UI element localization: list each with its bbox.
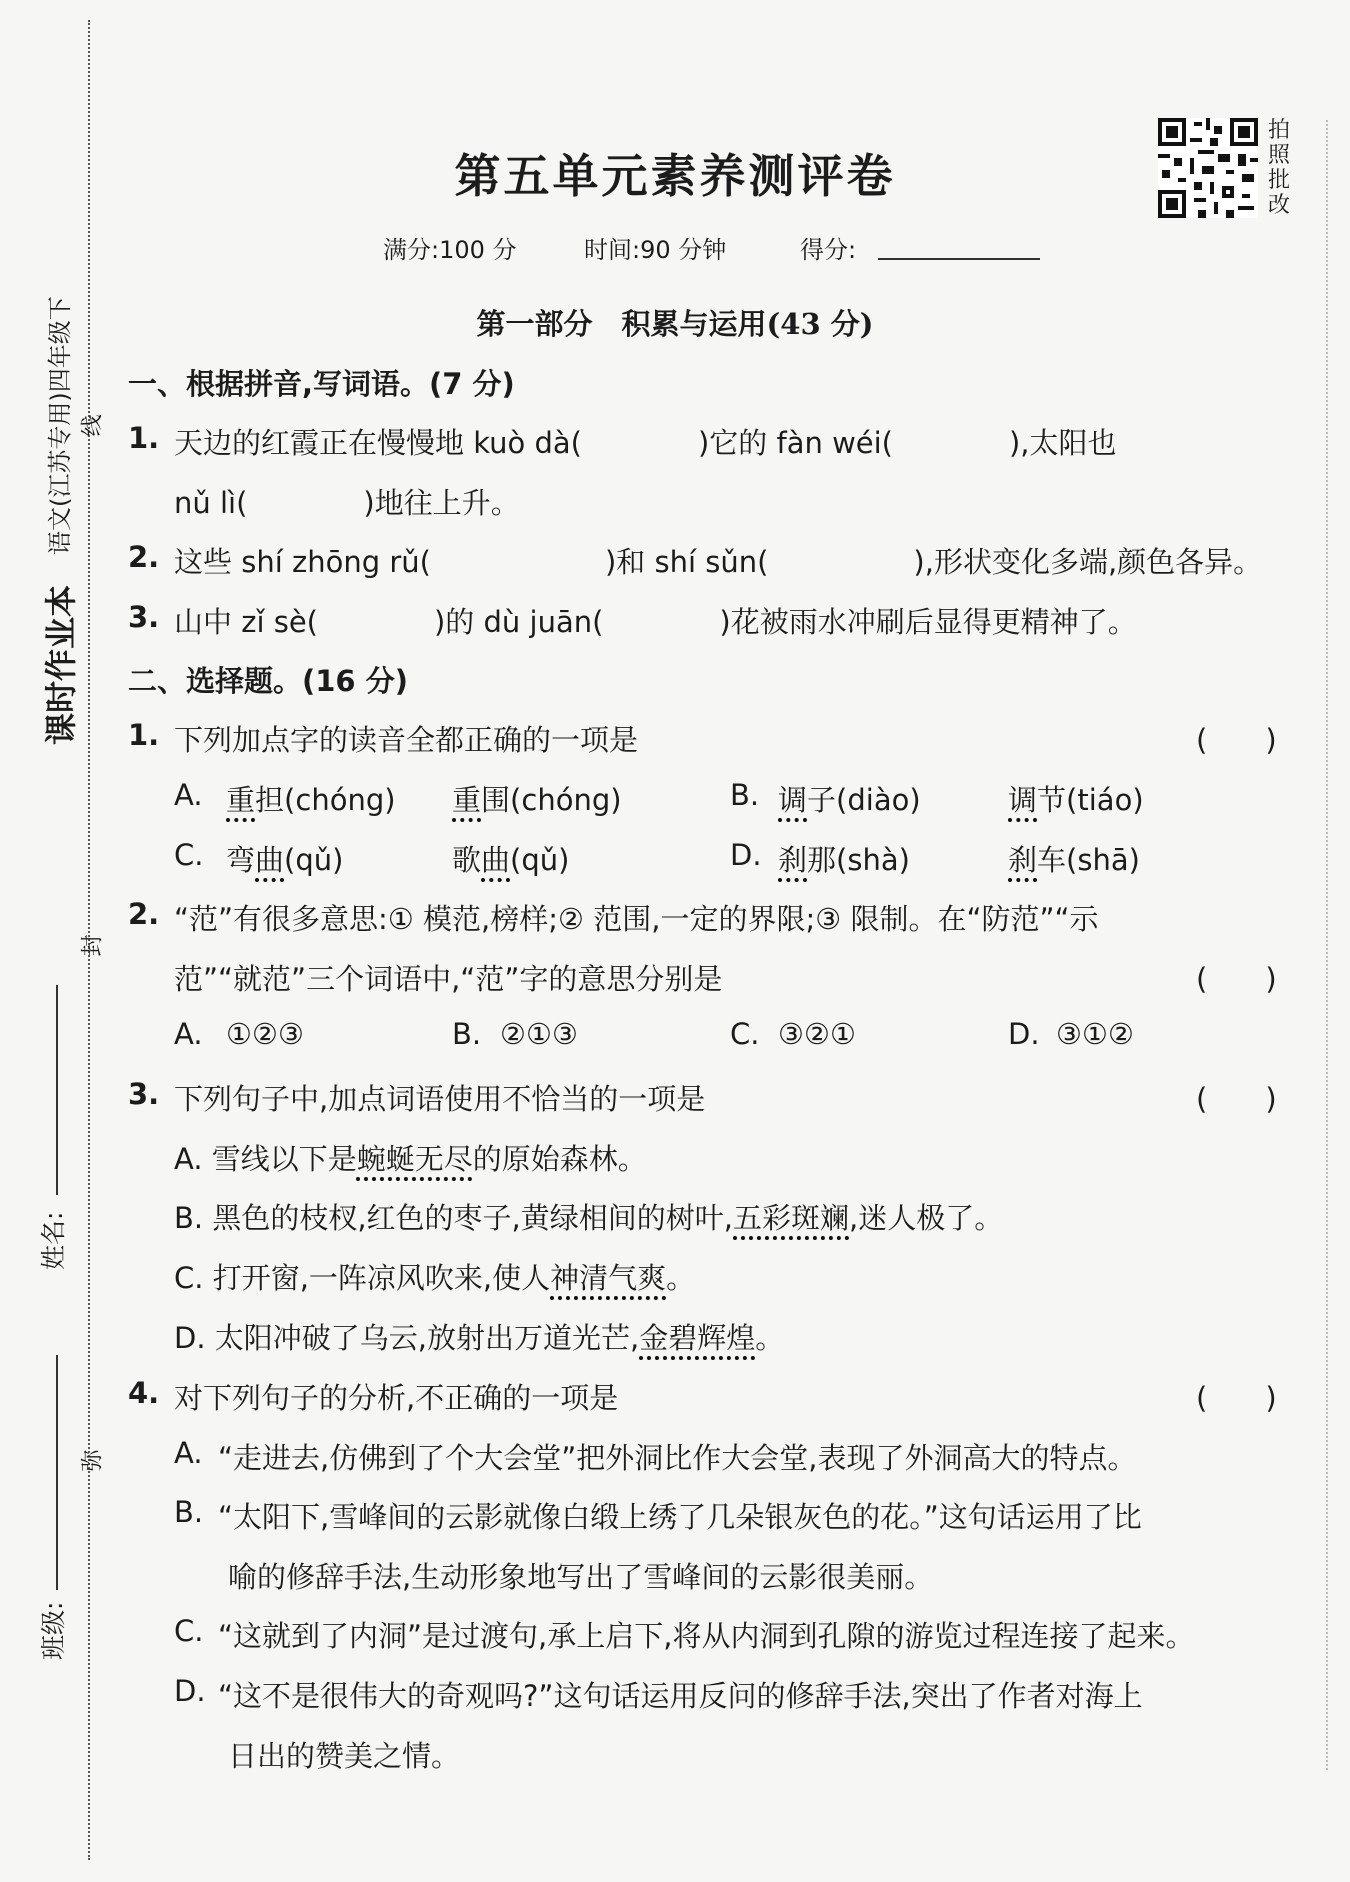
qr-code-icon[interactable] bbox=[1158, 118, 1258, 218]
option-letter[interactable]: D. bbox=[730, 838, 762, 872]
answer-paren[interactable]: ( ) bbox=[1196, 962, 1277, 996]
s2-q3-option-d[interactable] bbox=[174, 1316, 784, 1357]
class-fill-line[interactable] bbox=[56, 1355, 58, 1590]
s2-q3-stem: 下列句子中,加点词语使用不恰当的一项是 bbox=[174, 1082, 706, 1116]
question-number: 4. bbox=[128, 1376, 160, 1410]
s2-q1-b2: 调节(tiáo) bbox=[1008, 783, 1144, 817]
question-number: 1. bbox=[128, 718, 160, 752]
s2-q1-c2: 歌曲(qǔ) bbox=[452, 843, 570, 877]
option-letter: C. bbox=[174, 1261, 204, 1295]
score-input-line[interactable] bbox=[878, 258, 1040, 260]
s2-q2-c: ③②① bbox=[778, 1017, 856, 1051]
question-number: 1. bbox=[128, 421, 160, 455]
s2-q2-stem-line1: “范”有很多意思:① 模范,榜样;② 范围,一定的界限;③ 限制。在“防范”“示 bbox=[174, 902, 1099, 936]
page-title: 第五单元素养测评卷 bbox=[454, 149, 896, 203]
option-letter[interactable]: A. bbox=[174, 1436, 203, 1470]
option-letter: D. bbox=[174, 1321, 206, 1355]
option-text: 黑色的枝杈,红色的枣子,黄绿相间的树叶, bbox=[212, 1201, 733, 1235]
s2-q1-c1: 弯曲(qǔ) bbox=[226, 843, 344, 877]
option-letter: B. bbox=[174, 1201, 204, 1235]
dotted-term: 五彩斑斓 bbox=[733, 1201, 850, 1235]
option-letter[interactable]: D. bbox=[174, 1674, 206, 1708]
s2-q1-a2: 重围(chóng) bbox=[452, 783, 622, 817]
exam-time: 时间:90 分钟 bbox=[584, 236, 727, 264]
option-text: 。 bbox=[666, 1261, 696, 1295]
option-letter[interactable]: D. bbox=[1008, 1017, 1040, 1051]
s2-q4-stem: 对下列句子的分析,不正确的一项是 bbox=[174, 1381, 619, 1415]
full-score: 满分:100 分 bbox=[383, 236, 517, 264]
option-text: 的原始森林。 bbox=[472, 1142, 647, 1176]
dotted-term: 蜿蜒无尽 bbox=[356, 1142, 473, 1176]
name-fill-line[interactable] bbox=[56, 985, 58, 1195]
s2-q1-b1: 调子(diào) bbox=[778, 783, 921, 817]
score-label: 得分: bbox=[800, 236, 857, 264]
option-text: 打开窗,一阵凉风吹来,使人 bbox=[212, 1261, 551, 1295]
option-text: 太阳冲破了乌云,放射出万道光芒, bbox=[214, 1321, 640, 1355]
option-letter[interactable]: B. bbox=[174, 1495, 204, 1529]
part-1-title: 第一部分 积累与运用(43 分) bbox=[476, 307, 874, 341]
s2-q4-a: “走进去,仿佛到了个大会堂”把外洞比作大会堂,表现了外洞高大的特点。 bbox=[218, 1441, 1137, 1475]
s2-q4-c: “这就到了内洞”是过渡句,承上启下,将从内洞到孔隙的游览过程连接了起来。 bbox=[218, 1619, 1195, 1653]
s2-q2-stem-line2: 范”“就范”三个词语中,“范”字的意思分别是 bbox=[174, 962, 723, 996]
answer-paren[interactable]: ( ) bbox=[1196, 1082, 1277, 1116]
cut-mark-secret: 弥 bbox=[80, 1449, 106, 1472]
option-letter[interactable]: C. bbox=[174, 1614, 204, 1648]
s1-q2[interactable]: 这些 shí zhōng rǔ( )和 shí sǔn( ),形状变化多端,颜色各异。 bbox=[174, 545, 1263, 579]
section-2-title: 二、选择题。(16 分) bbox=[128, 664, 408, 698]
dotted-term: 金碧辉煌 bbox=[639, 1321, 756, 1355]
cut-mark-line: 线 bbox=[80, 414, 106, 437]
s2-q2-b: ②①③ bbox=[500, 1017, 578, 1051]
s2-q1-d2: 刹车(shā) bbox=[1008, 843, 1140, 877]
book-subject: 语文(江苏专用)四年级下 bbox=[46, 296, 74, 555]
dotted-term: 神清气爽 bbox=[550, 1261, 667, 1295]
option-letter[interactable]: C. bbox=[730, 1017, 760, 1051]
option-letter[interactable]: C. bbox=[174, 838, 204, 872]
s1-q1-line2[interactable]: nǔ lì( )地往上升。 bbox=[174, 486, 520, 520]
s1-q1-line1[interactable]: 天边的红霞正在慢慢地 kuò dà( )它的 fàn wéi( ),太阳也 bbox=[174, 426, 1117, 460]
s2-q2-a: ①②③ bbox=[226, 1017, 304, 1051]
option-letter[interactable]: B. bbox=[730, 778, 760, 812]
s2-q1-a1: 重担(chóng) bbox=[226, 783, 396, 817]
right-margin-dots bbox=[1326, 120, 1328, 1770]
question-number: 2. bbox=[128, 897, 160, 931]
question-number: 3. bbox=[128, 600, 160, 634]
book-brand: 课时作业本 bbox=[42, 584, 80, 745]
answer-paren[interactable]: ( ) bbox=[1196, 1381, 1277, 1415]
s2-q4-d-line1: “这不是很伟大的奇观吗?”这句话运用反问的修辞手法,突出了作者对海上 bbox=[218, 1679, 1143, 1713]
s2-q1-stem: 下列加点字的读音全都正确的一项是 bbox=[174, 723, 639, 757]
answer-paren[interactable]: ( ) bbox=[1196, 723, 1277, 757]
option-text: 雪线以下是 bbox=[211, 1142, 357, 1176]
s2-q4-b-line1: “太阳下,雪峰间的云影就像白缎上绣了几朵银灰色的花。”这句话运用了比 bbox=[218, 1500, 1142, 1534]
option-letter[interactable]: A. bbox=[174, 1017, 203, 1051]
name-label: 姓名: bbox=[39, 1211, 68, 1270]
s2-q2-d: ③①② bbox=[1056, 1017, 1134, 1051]
option-letter[interactable]: B. bbox=[452, 1017, 482, 1051]
cut-mark-seal: 封 bbox=[80, 934, 106, 957]
s2-q4-b-line2: 喻的修辞手法,生动形象地写出了雪峰间的云影很美丽。 bbox=[228, 1560, 934, 1594]
s2-q3-option-a[interactable] bbox=[174, 1137, 647, 1178]
question-number: 3. bbox=[128, 1077, 160, 1111]
section-1-title: 一、根据拼音,写词语。(7 分) bbox=[128, 367, 515, 401]
qr-label: 拍照批改 bbox=[1268, 118, 1291, 218]
option-text: 。 bbox=[755, 1321, 785, 1355]
s2-q3-option-c[interactable] bbox=[174, 1256, 695, 1297]
question-number: 2. bbox=[128, 540, 160, 574]
option-letter: A. bbox=[174, 1142, 203, 1176]
s2-q4-d-line2: 日出的赞美之情。 bbox=[228, 1739, 461, 1773]
s2-q3-option-b[interactable] bbox=[174, 1196, 1003, 1237]
option-text: ,迷人极了。 bbox=[849, 1201, 1004, 1235]
option-letter[interactable]: A. bbox=[174, 778, 203, 812]
s1-q3[interactable]: 山中 zǐ sè( )的 dù juān( )花被雨水冲刷后显得更精神了。 bbox=[174, 605, 1137, 639]
s2-q1-d1: 刹那(shà) bbox=[778, 843, 910, 877]
class-label: 班级: bbox=[39, 1601, 68, 1660]
